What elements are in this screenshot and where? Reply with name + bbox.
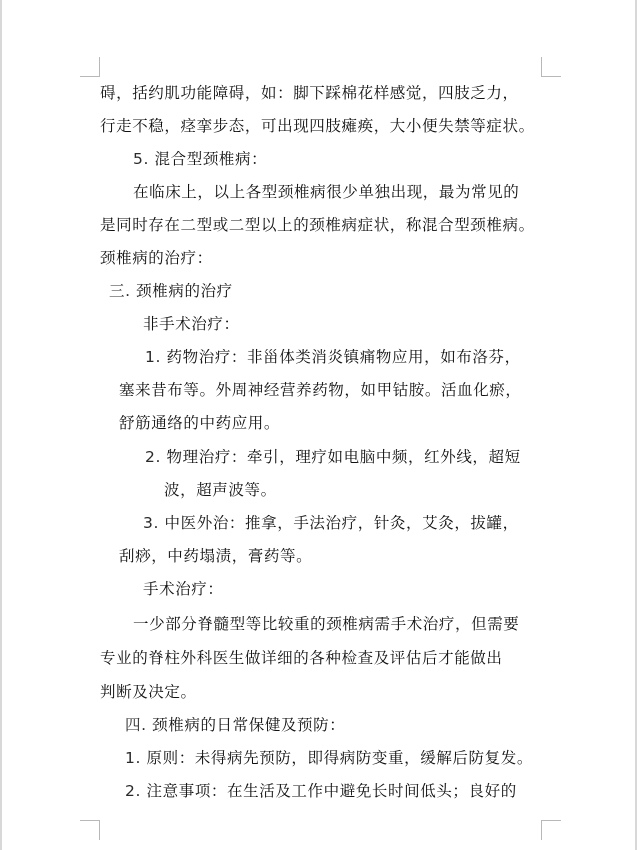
line-text: 物理治疗：牵引，理疗如电脑中频，红外线，超短	[166, 448, 521, 466]
line-text: 舒筋通络的中药应用。	[119, 414, 281, 432]
margin-corner-bottom-left	[80, 820, 100, 840]
line-text: 颈椎病的日常保健及预防：	[152, 716, 346, 734]
text-line	[164, 480, 277, 500]
line-text: 非手术治疗：	[143, 315, 240, 333]
text-line	[133, 614, 519, 634]
text-line	[125, 748, 533, 768]
line-text: 中医外治：推拿，手法治疗，针灸，艾灸，拔罐，	[164, 514, 519, 532]
line-text: 颈椎病的治疗	[136, 282, 233, 300]
list-number: 3.	[143, 514, 165, 532]
text-line	[145, 347, 521, 367]
text-line	[125, 781, 517, 801]
line-text: 颈椎病的治疗：	[100, 249, 213, 267]
text-line	[100, 248, 213, 268]
line-text: 波，超声波等。	[164, 481, 277, 499]
list-number: 2.	[145, 448, 167, 466]
text-line	[143, 513, 519, 533]
text-line	[109, 281, 233, 301]
text-line	[100, 116, 535, 136]
text-line	[100, 648, 503, 668]
text-line	[143, 314, 240, 334]
line-text: 药物治疗：非甾体类消炎镇痛物应用，如布洛芬，	[166, 348, 521, 366]
text-line	[143, 579, 224, 599]
line-text: 在临床上，以上各型颈椎病很少单独出现，最为常见的	[133, 183, 520, 201]
line-text: 原则：未得病先预防，即得病防变重，缓解后防复发。	[146, 749, 533, 767]
text-line	[119, 546, 312, 566]
line-text: 刮痧，中药塌渍，膏药等。	[119, 547, 313, 565]
text-line	[125, 715, 345, 735]
line-text: 碍，括约肌功能障碍，如：脚下踩棉花样感觉，四肢乏力，	[100, 84, 519, 102]
list-number: 三.	[109, 282, 137, 300]
line-text: 专业的脊柱外科医生做详细的各种检查及评估后才能做出	[100, 649, 503, 667]
list-number: 四.	[125, 716, 153, 734]
line-text: 一少部分脊髓型等比较重的颈椎病需手术治疗，但需要	[133, 615, 520, 633]
margin-corner-bottom-right	[541, 820, 561, 840]
list-number: 1.	[145, 348, 167, 366]
text-line	[145, 447, 521, 467]
list-number: 1.	[125, 749, 147, 767]
list-number: 5.	[133, 150, 155, 168]
line-text: 是同时存在二型或二型以上的颈椎病症状，称混合型颈椎病。	[100, 216, 535, 234]
text-line	[100, 682, 197, 702]
text-line	[119, 413, 280, 433]
line-text: 行走不稳，痉挛步态，可出现四肢瘫痪，大小便失禁等症状。	[100, 117, 535, 135]
text-line	[133, 182, 519, 202]
line-text: 判断及决定。	[100, 683, 197, 701]
text-line	[119, 380, 522, 400]
text-line	[100, 83, 519, 103]
line-text: 注意事项：在生活及工作中避免长时间低头；良好的	[146, 782, 517, 800]
text-line	[100, 215, 535, 235]
line-text: 塞来昔布等。外周神经营养药物，如甲钴胺。活血化瘀，	[119, 381, 522, 399]
list-number: 2.	[125, 782, 147, 800]
margin-corner-top-left	[80, 57, 100, 77]
line-text: 混合型颈椎病：	[154, 150, 268, 168]
text-line	[133, 149, 267, 169]
margin-corner-top-right	[541, 57, 561, 77]
line-text: 手术治疗：	[143, 580, 224, 598]
